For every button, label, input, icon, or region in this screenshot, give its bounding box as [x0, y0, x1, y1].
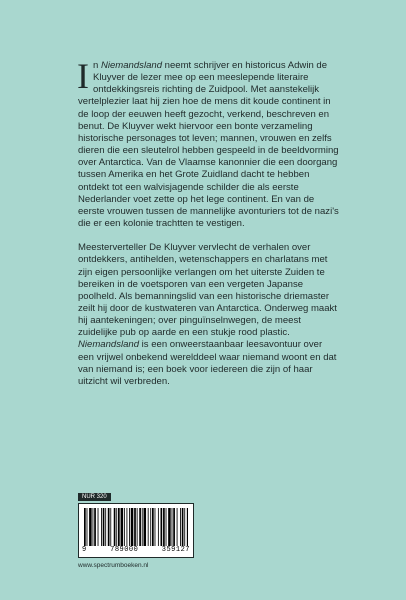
- book-title-italic-2: Niemandsland: [78, 339, 140, 351]
- barcode-stripe: [173, 508, 175, 546]
- barcode-stripe: [142, 508, 143, 546]
- barcode-stripe: [98, 508, 99, 546]
- barcode-stripe: [148, 508, 149, 546]
- isbn-digits-right: 359127: [161, 546, 190, 554]
- barcode-stripe: [139, 508, 141, 546]
- barcode-stripe: [108, 508, 110, 546]
- barcode-stripe: [89, 508, 92, 546]
- barcode-stripe: [182, 508, 184, 546]
- blurb-text: [77, 56, 340, 388]
- blurb-paragraph-2: [78, 242, 340, 388]
- barcode-stripe: [116, 508, 117, 546]
- barcode-stripe: [103, 508, 105, 546]
- barcode-stripe: [180, 508, 181, 546]
- paragraph-2-end: is een onweerstaanbaar leesavontuur over een vrijwel onbekend werelddeel waar niemand woont en dat van niemand is; een boek voor iedereen die zijn of haar uitzicht wil verbreden.: [78, 339, 337, 387]
- barcode-stripe: [168, 508, 171, 546]
- barcode-stripe: [187, 508, 188, 546]
- barcode-stripe: [101, 508, 102, 546]
- barcode-stripe: [137, 508, 138, 546]
- isbn-digits-left: 789000: [110, 546, 139, 554]
- barcode-stripe: [134, 508, 136, 546]
- barcode-stripe: [144, 508, 147, 546]
- barcode-stripe: [110, 508, 111, 546]
- barcode-stripe: [131, 508, 134, 546]
- publisher-website: www.spectrumboeken.nl: [78, 562, 149, 569]
- paragraph-1-body: neemt schrijver en historicus Adwin de Kluyver de lezer mee op een meeslepende literaire ontdekkingsreis richting de Zuidpool. Met aanstekelijk vertelplezier laat hij zien hoe de mens dit koude continent in de loop der eeuwen heeft gezocht, verkend, beschreven en benut. De Kluyver wekt hiervoor een bonte verzameling historische personages tot leven; mannen, vrouwen en zelfs dieren die een sleutelrol hebben gespeeld in de beeldvorming over Antarctica. Van de Vlaamse kanonnier die een doorgang tussen Amerika en het Grote Zuidland dacht te hebben ontdekt tot een walvisjagende schilder die als eerste Nederlander voet zette op het lege continent. En van de eerste vrouwen tussen de mannelijke avonturiers tot de nazi's die er een kolonie trachtten te vestigen.: [78, 60, 339, 230]
- barcode-stripe: [129, 508, 130, 546]
- nur-code-label: NUR 320: [78, 493, 111, 501]
- barcode-stripe: [163, 508, 165, 546]
- drop-cap: I: [77, 56, 89, 96]
- barcode-stripe: [177, 508, 178, 546]
- barcode-stripe: [184, 508, 185, 546]
- blurb-paragraph-1: [77, 56, 340, 230]
- barcode-stripe: [152, 508, 154, 546]
- barcode-stripe: [155, 508, 156, 546]
- barcode-stripe: [118, 508, 120, 546]
- barcode-stripe: [161, 508, 163, 546]
- barcode-stripe: [150, 508, 151, 546]
- book-title-italic: Niemandsland: [100, 60, 162, 71]
- barcode-stripe: [166, 508, 167, 546]
- barcode-bars: [84, 508, 188, 546]
- isbn-barcode: [78, 503, 194, 558]
- isbn-digit-lead: 9: [82, 546, 87, 554]
- barcode-stripe: [121, 508, 124, 546]
- paragraph-2-body: Meesterverteller De Kluyver vervlecht de verhalen over ontdekkers, antihelden, wetenschappers en charlatans met zijn eigen persoonlijke verlangen om het uiterste Zuiden te bereiken in de voetsporen van een vergeten Japanse poolheld. Als bemanningslid van een historische driemaster zeilt hij door de kustwateren van Antarctica. Onderweg maakt hij aantekeningen; over pinguïnselnwegen, de meest zuidelijke pub op aarde en een stukje rood plastic.: [78, 242, 337, 339]
- barcode-stripe: [124, 508, 125, 546]
- barcode-stripe: [172, 508, 173, 546]
- barcode-stripe: [105, 508, 106, 546]
- barcode-stripe: [127, 508, 128, 546]
- barcode-stripe: [84, 508, 86, 546]
- barcode-stripe: [93, 508, 94, 546]
- barcode-stripe: [94, 508, 96, 546]
- isbn-digits: [82, 546, 190, 554]
- barcode-stripe: [114, 508, 116, 546]
- barcode-stripe: [87, 508, 88, 546]
- barcode-stripe: [158, 508, 159, 546]
- paragraph-1-start: n: [93, 60, 101, 71]
